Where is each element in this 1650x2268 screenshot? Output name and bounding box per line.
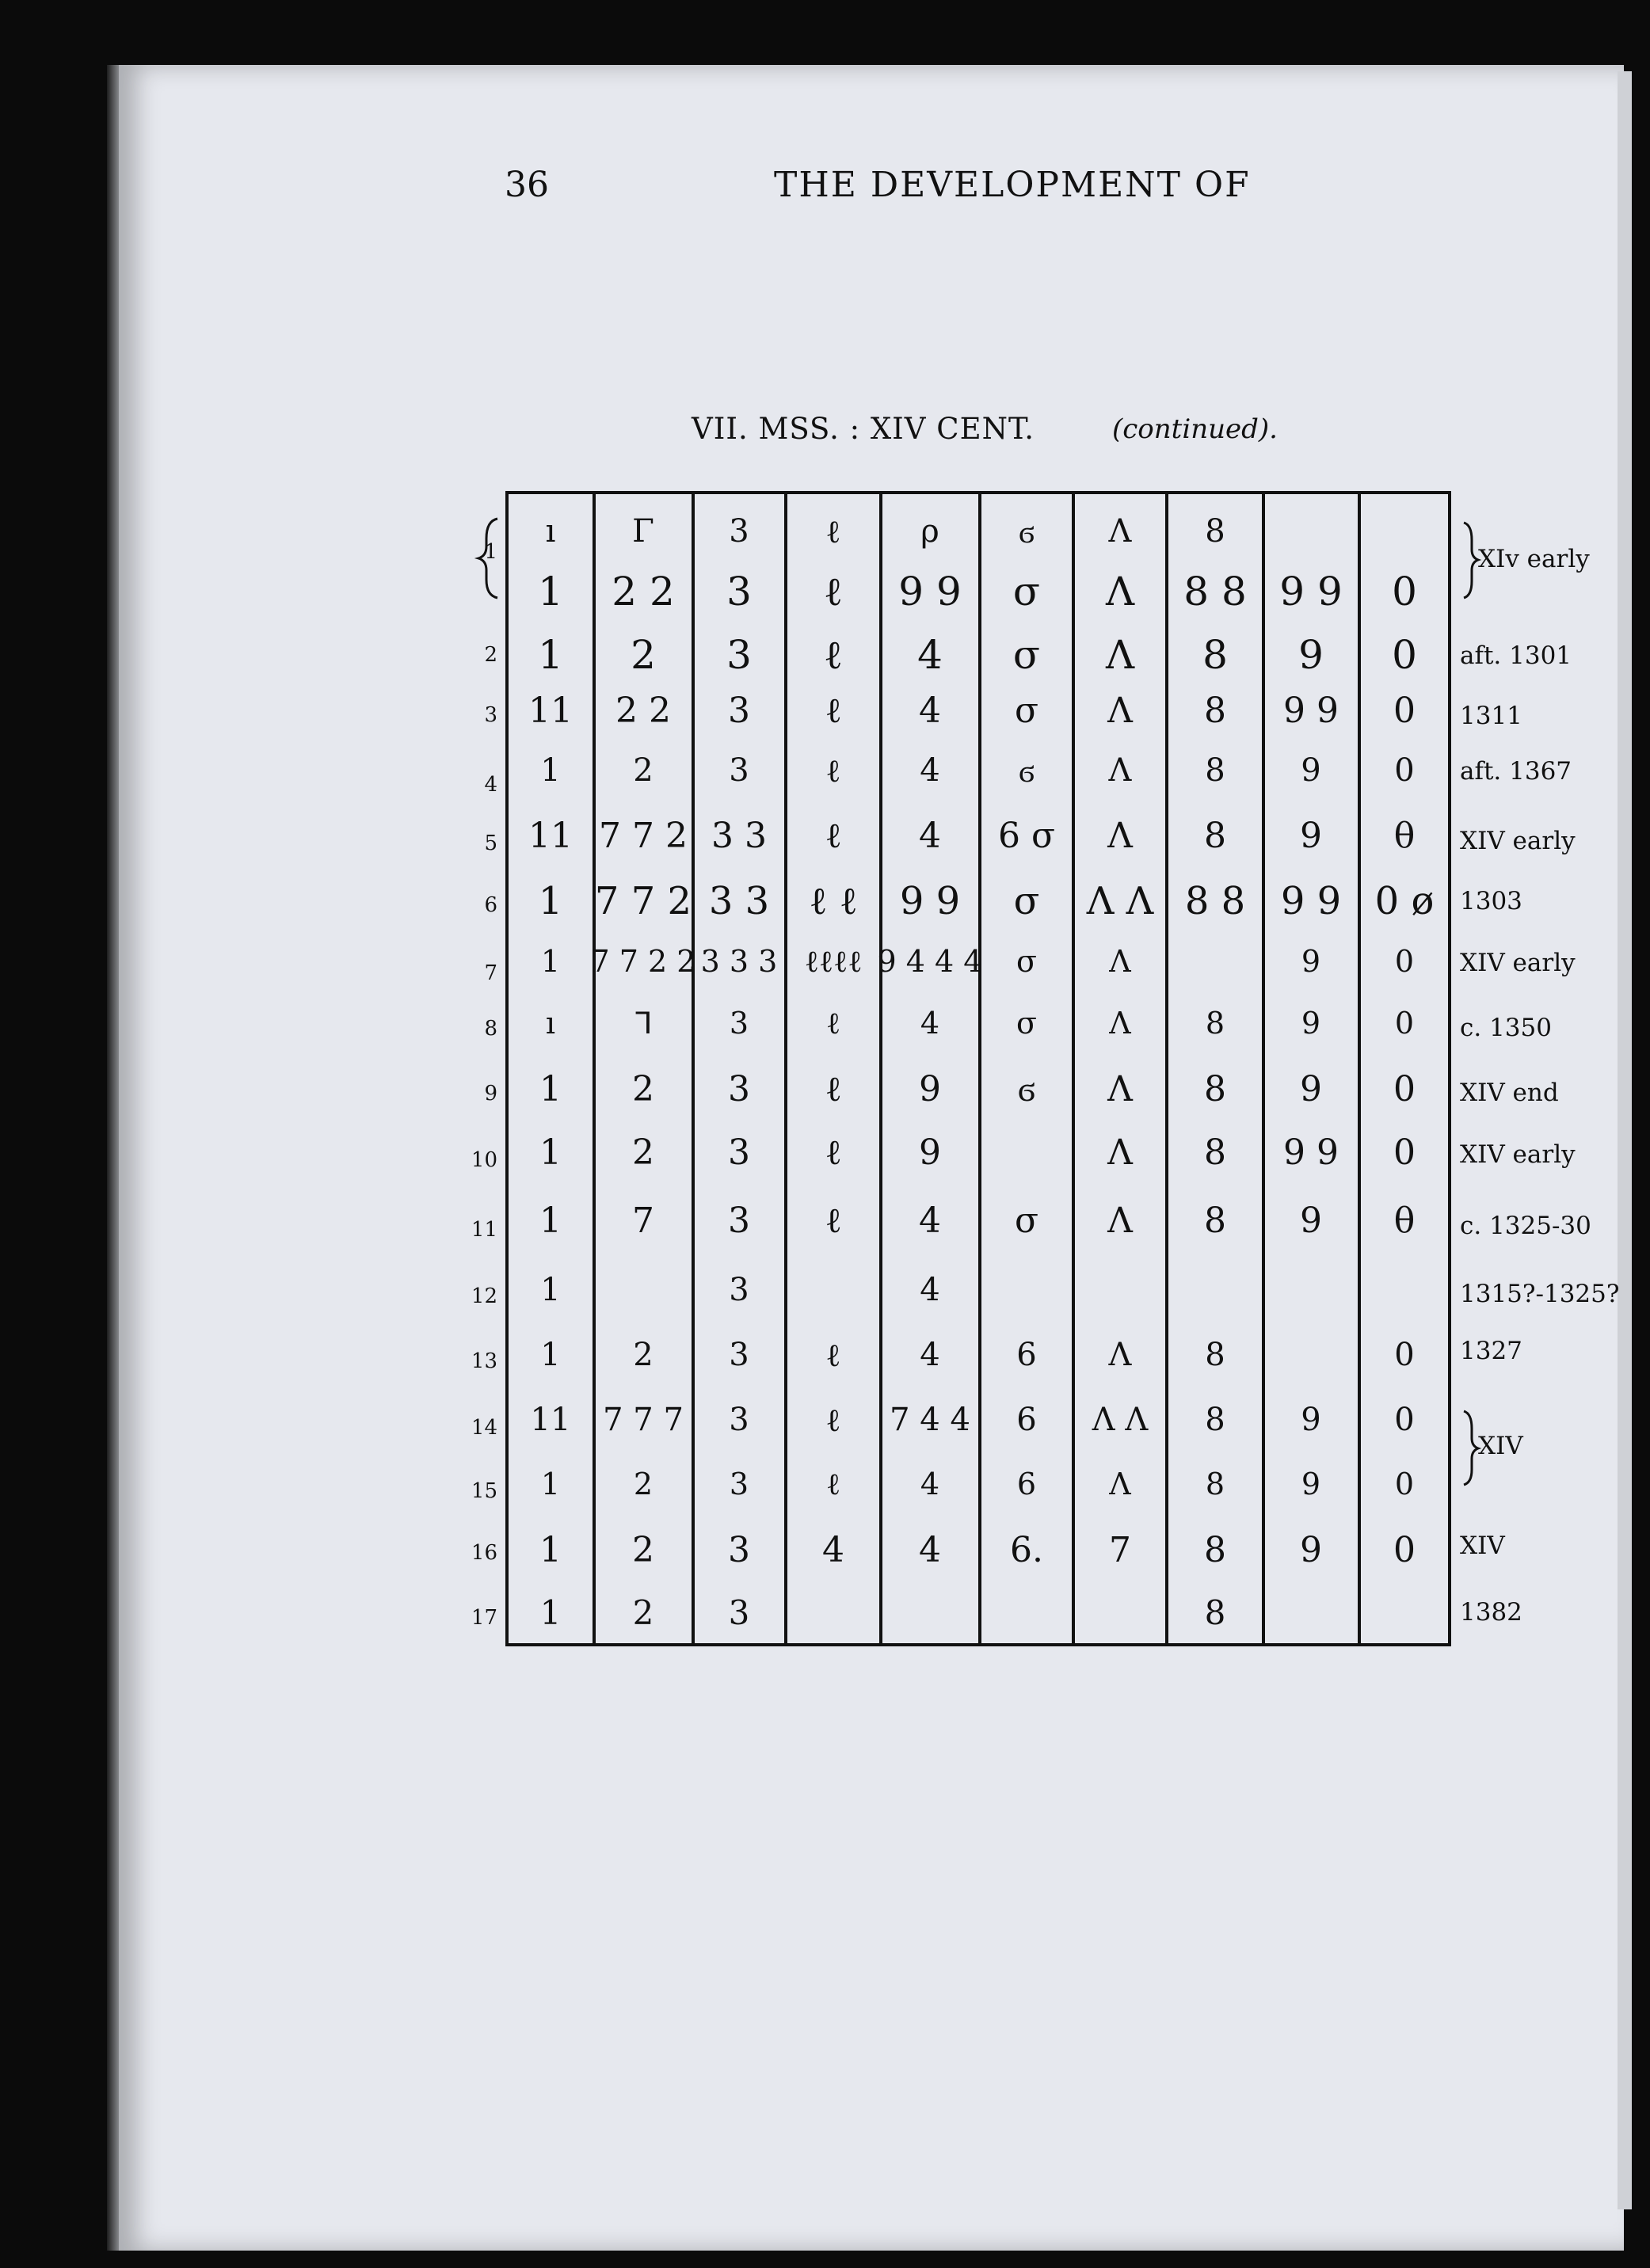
numeral-form-cell: σ [1012,569,1041,615]
numeral-form-cell: ℓ [825,1069,842,1109]
numeral-form-cell: 7 4 4 [890,1402,970,1438]
numeral-form-cell: 3 [729,752,749,789]
numeral-form-cell: 4 [917,632,943,678]
numeral-form-cell: 8 [1205,752,1225,789]
numeral-form-cell: 3 [729,513,749,550]
numeral-form-cell: 9 [919,1132,941,1173]
numeral-form-cell: 6 [1016,1402,1037,1438]
numeral-form-cell: 0 [1393,1530,1416,1570]
numeral-form-cell: σ [1012,632,1041,678]
numeral-form-cell: 1 [538,879,563,923]
running-head: THE DEVELOPMENT OF [774,165,1251,205]
numeral-form-cell: 11 [530,1402,571,1438]
numeral-form-cell: ℓ [824,569,843,615]
numeral-form-cell: 9 [1300,1201,1322,1241]
numeral-form-cell: 11 [528,816,573,856]
numeral-form-cell: ℓ [825,691,842,731]
numeral-form-cell: 9 9 [1279,569,1343,615]
numeral-form-cell: 3 3 [711,816,767,856]
numeral-form-cell: 1 [538,569,563,615]
numeral-form-cell: 6. [1010,1530,1043,1570]
numeral-form-cell: 3 [728,1201,750,1241]
numeral-form-cell: 8 8 [1184,879,1246,923]
numeral-form-cell: 0 [1393,1132,1416,1173]
numeral-form-cell: 2 2 [615,691,671,731]
date-label: 1311 [1460,702,1522,730]
numeral-form-cell: 3 [729,1272,749,1308]
numeral-form-cell: 9 9 [1283,691,1339,731]
numeral-form-cell: 8 [1205,513,1225,550]
numeral-form-cell: 2 [632,1132,654,1173]
numeral-form-cell: ℓ [825,514,841,550]
numeral-form-cell: 9 [1300,816,1322,856]
numeral-form-cell: 0 ø [1374,879,1435,923]
numeral-form-cell: 7 [1109,1530,1131,1570]
numeral-form-cell: 4 [920,1272,940,1308]
numeral-form-cell: 4 [920,1467,940,1501]
numeral-form-cell: 9 [1300,1069,1322,1109]
numeral-form-cell: 4 [919,1201,941,1241]
date-label: c. 1325-30 [1460,1212,1591,1240]
numeral-form-cell: ℓ [825,753,841,790]
numeral-form-cell: 3 [729,1006,749,1041]
numeral-form-cell: Λ Λ [1092,1402,1149,1438]
numeral-form-cell: 2 [631,632,656,678]
numeral-form-cell: ℓ ℓ [809,879,858,923]
numeral-form-cell: 0 [1392,569,1417,615]
row-number: 1 [484,540,497,564]
numeral-form-cell: Λ [1108,513,1132,550]
numeral-form-cell: Λ [1109,1467,1131,1501]
numeral-form-cell: 1 [540,944,561,979]
numeral-form-cell: 8 [1205,1467,1225,1501]
date-label: XIV early [1460,1140,1576,1169]
date-label: XIV [1460,1532,1505,1560]
numeral-form-cell: ı [545,513,556,550]
numeral-form-cell: ℓ [825,1467,841,1501]
row-number: 14 [471,1416,497,1440]
date-brace-14-15 [1464,1411,1478,1485]
row-number: 10 [471,1148,497,1172]
table-title: VII. MSS. : XIV CENT. [692,412,1035,446]
date-label: 1382 [1460,1598,1522,1627]
numeral-form-cell: 2 2 [612,569,675,615]
numeral-form-cell: 4 [920,1006,940,1041]
numeral-form-cell: 9 [1301,752,1321,789]
numeral-form-cell: 1 [540,1467,561,1501]
date-label: aft. 1367 [1460,757,1572,786]
numeral-form-cell: ϭ [1017,1069,1036,1109]
numeral-form-cell: ᒣ [634,1006,653,1041]
numeral-form-cell: Λ [1108,1337,1132,1373]
numeral-form-cell: Λ [1107,1069,1133,1109]
numeral-form-cell: 4 [822,1530,844,1570]
numeral-form-cell: ℓ [825,816,842,856]
numeral-form-cell: 6 [1016,1337,1037,1373]
numeral-form-cell: σ [1014,1201,1039,1241]
numeral-form-cell: 7 7 2 [594,879,692,923]
row-number: 7 [484,961,497,985]
numeral-form-cell: 0 [1393,1069,1416,1109]
date-label: XIV end [1460,1079,1559,1107]
table-title-continued: (continued). [1112,413,1278,445]
numeral-form-cell: 7 [632,1201,654,1241]
bracket-date-label: XIv early [1478,545,1590,573]
numeral-form-cell: 0 [1394,1402,1415,1438]
numeral-form-cell: 6 σ [997,816,1056,856]
numeral-form-cell: 9 [1301,1467,1321,1501]
numeral-form-cell: 0 [1393,691,1416,731]
numeral-form-cell: 8 [1204,1069,1226,1109]
numeral-form-cell: θ [1393,816,1416,856]
numeral-form-cell: Λ [1107,1201,1133,1241]
numeral-form-cell: 8 [1204,1132,1226,1173]
row-number: 16 [471,1541,497,1565]
page-number: 36 [505,165,549,205]
numeral-form-cell: 2 [633,1467,654,1501]
numeral-form-cell: 9 4 4 4 [877,944,983,979]
numeral-form-cell: ℓ [824,632,843,678]
date-label: 1315?-1325? [1460,1280,1620,1308]
date-brace-top [1464,523,1478,598]
numeral-form-cell: 8 8 [1183,569,1247,615]
row-number: 15 [471,1479,497,1503]
row-number: 9 [484,1082,497,1105]
numeral-form-cell: 8 [1204,1530,1226,1570]
numeral-form-cell: 3 [728,1530,750,1570]
row-number: 5 [484,831,497,855]
row-number: 6 [484,893,497,917]
numeral-form-cell: 3 [729,1337,749,1373]
numeral-form-cell: 1 [540,1337,561,1373]
numeral-form-cell: ı [545,1006,556,1041]
numeral-form-cell: 2 [632,1530,654,1570]
numeral-form-cell: 9 9 [898,569,962,615]
numeral-form-cell: 1 [539,1132,562,1173]
numeral-form-cell: 0 [1392,632,1417,678]
numeral-form-cell: Λ [1107,1132,1133,1173]
numeral-form-cell: 3 3 [708,879,770,923]
numeral-form-cell: 4 [919,1530,941,1570]
numeral-form-cell: 9 9 [1280,879,1342,923]
numeral-form-cell: Λ Λ [1086,879,1154,923]
numeral-form-cell: ρ [920,513,939,550]
date-label: 1327 [1460,1337,1522,1365]
row-number: 17 [471,1606,497,1630]
numeral-form-cell: 8 [1205,1006,1225,1041]
numeral-form-cell: ℓ [825,1402,841,1439]
numeral-form-cell: θ [1393,1201,1416,1241]
numeral-form-cell: ℓ [825,1132,842,1173]
numeral-form-cell: 8 [1205,1402,1225,1438]
numeral-form-cell: 8 [1204,816,1226,856]
numeral-form-cell: 3 3 3 [700,944,778,979]
numeral-form-cell: 7 7 2 2 [590,944,696,979]
numeral-form-cell: σ [1016,944,1037,979]
numeral-form-cell: σ [1014,691,1039,731]
numeral-form-cell: 7 7 2 [599,816,688,856]
row-number: 3 [484,703,497,727]
numeral-form-cell: 7 7 7 [603,1402,684,1438]
numeral-form-cell: σ [1016,1006,1037,1041]
numeral-form-cell: Λ [1105,569,1135,615]
row-number: 4 [484,773,497,797]
numeral-form-cell: 2 [633,752,654,789]
numeral-form-cell: 8 [1205,1337,1225,1373]
numeral-form-cell: 8 [1204,1201,1226,1241]
numeral-form-cell: 3 [728,1132,750,1173]
numeral-form-cell: Λ [1107,816,1133,856]
numeral-form-cell: 6 [1016,1467,1037,1501]
row-number: 13 [471,1349,497,1373]
numeral-form-cell: 3 [728,1593,750,1632]
bracket-date-label: XIV [1478,1432,1523,1460]
row-number: 2 [484,643,497,667]
numeral-form-cell: 9 [1301,1402,1321,1438]
numeral-form-cell: Λ [1109,1006,1131,1041]
numeral-form-cell: 1 [540,752,561,789]
numeral-form-cell: 8 [1204,691,1226,731]
numeral-form-cell: 1 [539,1069,562,1109]
numeral-form-cell: 1 [538,632,563,678]
numeral-form-cell: 0 [1394,1006,1415,1041]
numeral-form-cell: 9 [919,1069,941,1109]
numeral-form-cell: 0 [1394,1467,1415,1501]
numeral-form-cell: ϭ [1018,514,1035,550]
date-label: aft. 1301 [1460,641,1572,670]
numeral-form-cell: Λ [1109,944,1131,979]
numeral-form-cell: 3 [726,632,752,678]
numeral-form-cell: 4 [919,816,941,856]
numeral-form-cell: 9 [1300,1530,1322,1570]
numeral-form-cell: Λ [1105,632,1135,678]
numeral-form-cell: 3 [728,1069,750,1109]
numeral-form-cell: ℓℓℓℓ [804,944,863,979]
date-label: c. 1350 [1460,1014,1552,1042]
numeral-form-cell: Λ [1108,752,1132,789]
numeral-form-cell: Λ [1107,691,1133,731]
numeral-form-cell: σ [1013,879,1040,923]
numeral-form-cell: 4 [920,1337,940,1373]
numeral-form-cell: 2 [632,1593,654,1632]
numeral-form-cell: Γ [632,513,654,550]
date-label: 1303 [1460,887,1522,915]
numeral-form-cell: ϭ [1018,753,1035,790]
numeral-form-cell: 2 [633,1337,654,1373]
numeral-form-cell: 1 [539,1593,562,1632]
numeral-form-cell: 3 [728,691,750,731]
numeral-form-cell: 8 [1204,1593,1226,1632]
numeral-form-cell: 9 [1301,1006,1321,1041]
numeral-form-cell: 9 9 [899,879,961,923]
numeral-form-cell: 0 [1394,752,1415,789]
numeral-form-cell: 3 [726,569,752,615]
numeral-form-cell: 3 [729,1402,749,1438]
numeral-form-cell: 3 [729,1467,749,1501]
numeral-form-cell: ℓ [825,1338,841,1374]
row-number: 12 [471,1284,497,1308]
numeral-form-cell: 1 [540,1272,561,1308]
numeral-form-cell: 1 [539,1201,562,1241]
row-number: 8 [484,1017,497,1041]
numeral-form-cell: 0 [1394,944,1415,979]
numeral-form-cell: 11 [528,691,573,731]
numeral-form-cell: 9 9 [1283,1132,1339,1173]
row-number: 11 [471,1218,497,1242]
numeral-form-cell: ℓ [825,1201,842,1241]
numeral-form-cell: 9 [1301,944,1321,979]
numeral-form-cell: 4 [920,752,940,789]
date-label: XIV early [1460,949,1576,977]
numeral-form-cell: 0 [1394,1337,1415,1373]
numeral-form-cell: 9 [1298,632,1324,678]
numeral-form-cell: 8 [1202,632,1228,678]
date-label: XIV early [1460,827,1576,855]
numeral-form-cell: 1 [539,1530,562,1570]
numeral-form-cell: ℓ [825,1006,841,1041]
numeral-form-cell: 4 [919,691,941,731]
numeral-form-cell: 2 [632,1069,654,1109]
